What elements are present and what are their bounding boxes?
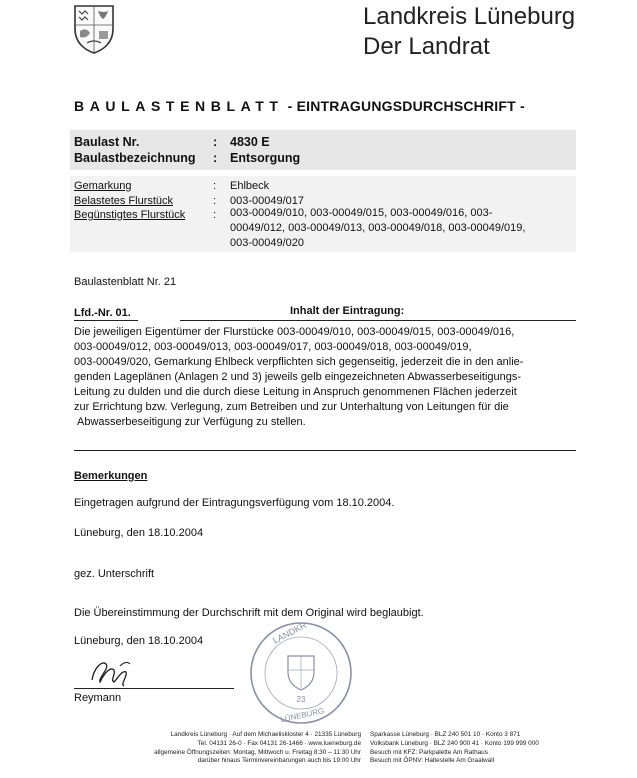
baulast-bez-label: Baulastbezeichnung [74, 151, 196, 165]
colon: : [213, 151, 218, 165]
footer-line: Besuch mit KFZ: Parkpalette Am Rathaus [370, 748, 488, 756]
divider [180, 320, 576, 321]
certification-note: Die Übereinstimmung der Durchschrift mit dem Original wird beglaubigt. [74, 607, 424, 619]
footer-line: Volksbank Lüneburg · BLZ 240 900 41 · Konto 199 999 000 [370, 739, 539, 747]
entry-line: 003-00049/012, 003-00049/013, 003-00049/017, 003-00049/018, 003-00049/019, [74, 341, 472, 353]
baulast-nr-value: 4830 E [230, 135, 270, 149]
title-rest: - EINTRAGUNGSDURCHSCHRIFT - [283, 98, 525, 114]
document-title [74, 98, 525, 114]
inhalt-label: Inhalt der Eintragung: [290, 305, 405, 317]
svg-text:LANDKR: LANDKR [271, 620, 309, 646]
gemarkung-label: Gemarkung [74, 180, 132, 192]
beguenstigtes-label: Begünstigtes Flurstück [74, 209, 186, 221]
beguenstigtes-line: 003-00049/010, 003-00049/015, 003-00049/016, 003- [230, 207, 493, 219]
colon: : [213, 135, 218, 149]
colon: : [213, 195, 217, 207]
registration-note: Eingetragen aufgrund der Eintragungsverfügung vom 18.10.2004. [74, 497, 395, 509]
footer-line: allgemeine Öffnungszeiten: Montag, Mittwoch u. Freitag 8:30 – 11:30 Uhr [154, 748, 361, 756]
baulast-bez-value: Entsorgung [230, 151, 301, 165]
belastetes-value: 003-00049/017 [230, 195, 305, 207]
baulast-nr-label: Baulast Nr. [74, 135, 140, 149]
coat-of-arms-icon [72, 3, 116, 55]
beguenstigtes-line: 00049/012, 003-00049/013, 003-00049/018, 003-00049/019, [230, 222, 526, 234]
entry-line: Leitung zu dulden und die durch diese Leitung in Anspruch genommenen Flächen jederzeit [74, 386, 517, 398]
footer-line: darüber hinaus Terminvereinbarungen auch bis 19:00 Uhr [197, 757, 361, 765]
svg-text:23: 23 [296, 695, 306, 704]
entry-line: Abwasserbeseitigung zur Verfügung zu stellen. [77, 416, 306, 428]
gemarkung-value: Ehlbeck [230, 180, 270, 192]
footer-line: Landkreis Lüneburg · Auf dem Michaeliskloster 4 · 21335 Lüneburg [170, 731, 361, 738]
title-spaced: BAULASTENBLATT [74, 98, 284, 114]
remarks-heading: Bemerkungen [74, 470, 148, 482]
beguenstigtes-line: 003-00049/020 [230, 237, 305, 249]
place-date: Lüneburg, den 18.10.2004 [74, 527, 204, 539]
entry-line: Die jeweiligen Eigentümer der Flurstücke 003-00049/010, 003-00049/015, 003-00049/016, [74, 326, 515, 338]
signature-line [74, 688, 234, 689]
divider [74, 450, 576, 451]
entry-text [74, 325, 574, 430]
entry-line: genden Lageplänen (Anlagen 2 und 3) jeweils gelb eingezeichneten Abwasserbeseitigungs- [74, 371, 522, 383]
lfd-nr: Lfd.-Nr. 01. [74, 307, 131, 319]
place-date: Lüneburg, den 18.10.2004 [74, 635, 204, 647]
svg-text:LÜNEBURG: LÜNEBURG [279, 706, 325, 725]
colon: : [213, 180, 217, 192]
baulastenblatt-number: Baulastenblatt Nr. 21 [74, 276, 177, 288]
entry-line: 003-00049/020, Gemarkung Ehlbeck verpflichten sich gegenseitig, jederzeit die in den anlie- [74, 356, 524, 368]
colon: : [213, 209, 217, 221]
authority-line-2: Der Landrat [363, 33, 490, 60]
footer-line: Tel. 04131 26-0 · Fax 04131 26-1466 · www.lueneburg.de [197, 739, 361, 747]
footer-line: Besuch mit ÖPNV: Haltestelle Am Graalwall [370, 757, 495, 765]
handwritten-signature [80, 650, 150, 692]
official-seal-icon [248, 620, 354, 726]
signature-note: gez. Unterschrift [74, 568, 155, 580]
belastetes-label: Belastetes Flurstück [74, 195, 174, 207]
authority-name [363, 2, 575, 62]
beguenstigtes-value [230, 206, 570, 251]
footer-address [154, 731, 361, 766]
footer-bank-info [370, 731, 539, 766]
divider [74, 320, 138, 321]
authority-line-1: Landkreis Lüneburg [363, 3, 576, 30]
signer-name: Reymann [74, 692, 122, 704]
footer-line: Sparkasse Lüneburg · BLZ 240 501 10 · Konto 3 871 [370, 731, 521, 738]
entry-line: zur Errichtung bzw. Verlegung, zum Betreiben und zur Unterhaltung von Leitungen für die [74, 401, 509, 413]
